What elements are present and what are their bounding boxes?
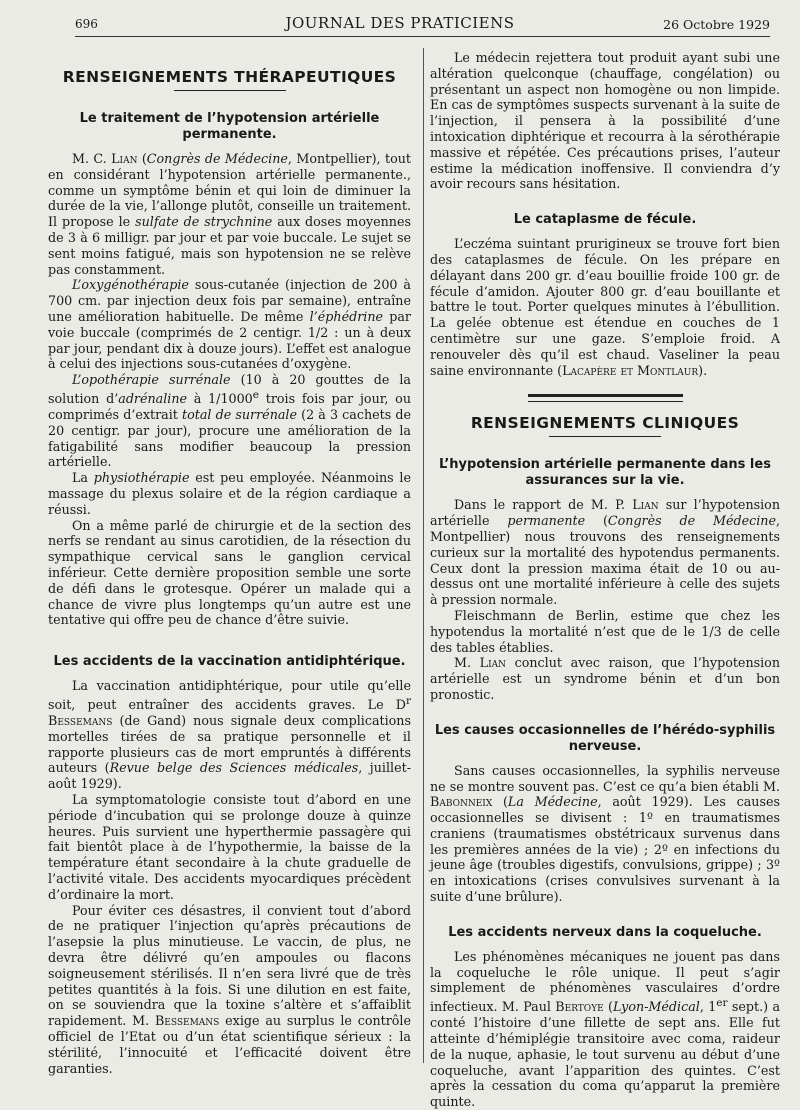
column-divider [423,48,424,1063]
source-title: Revue belge des Sciences médicales [109,760,359,776]
section-rule [174,90,286,91]
therapy-term: L’opothérapie surrénale [72,372,231,388]
running-header [0,8,800,38]
paragraph: L’oxygénothérapie sous-cutanée (injection de 200 à 700 cm. par injection deux fois par semaine), entraîne une amélioration habituelle. De même l’éphédrine par voie buccale (comprimés de 2 centigr. 1/2 : un à deux par jour, pendant dix à douze jours). L’effet est analogue à celui des injections sous-cutanées d’oxygène. [48,277,412,372]
paragraph: L’opothérapie surrénale (10 à 20 gouttes de la solution d’adrénaline à 1/1000e trois fois par jour, ou comprimés d’extrait total de surrénale (2 à 3 cachets de 20 centigr. par jour), procure une amélioration de la fatigabilité sans modifier beaucoup la pression artérielle. [48,372,411,470]
right-column [430,50,780,1110]
paragraph: La vaccination antidiphtérique, pour utile qu’elle soit, peut entraîner des accidents graves. Le $D^r$ Bessemans (de Gand) nous signale deux complications mortelles tirées de sa pratique personnelle et il rapporte plusieurs cas de mort empruntés à différents auteurs (Revue belge des Sciences médicales, juillet-août 1929). [48,678,411,792]
paragraph: Fleischmann de Berlin, estime que chez les hypotendus la mortalité n’est que de le 1/3 de celle des tables établies. [430,607,780,655]
article-title-hypotension-assurances: L’hypotension artérielle permanente dans les assurances sur la vie. [439,457,771,489]
drug-name: total de surrénale [182,406,297,422]
author-name: Lian [111,151,138,166]
author-name: Lian [632,497,659,513]
article-title-coqueluche: Les accidents nerveux dans la coqueluche. [448,924,762,940]
journal-title: JOURNAL DES PRATICIENS [285,14,515,32]
paragraph: M. Lian conclut avec raison, que l’hypotension artérielle est un syndrome bénin et d’un bon pronostic. [430,655,780,702]
paragraph: La symptomatologie consiste tout d’abord en une période d’incubation qui se prolonge douze à quinze heures. Puis survient une hyperthermie passagère qui fait bientôt place à de l’hypothermie, la baisse de la température étant secondaire à la chute graduelle de l’activité vitale. Des accidents myocardiques précèdent d’ordinaire la mort. [48,791,411,902]
paragraph: La physiothérapie est peu employée. Néanmoins le massage du plexus solaire et de la région cardiaque a réussi. [48,470,411,517]
paragraph: Le médecin rejettera tout produit ayant subi une altération quelconque (chauffage, congélation) ou présentant un aspect non homogène ou non limpide. En cas de symptômes suspects survenant à la suite de l’injection, il pensera à la possibilité d’une intoxication diphtérique et recourra à la sérothérapie massive et répétée. Ces précautions prises, l’auteur estime la médication inoffensive. Il conviendra d’y avoir recours sans hésitation. [430,50,780,192]
paragraph: Les phénomènes mécaniques ne jouent pas dans la coqueluche le rôle unique. Il peut s’agir simplement de phénomènes vasculaires d’ordre infectieux. M. Paul Bertoye (Lyon-Médical, 1er sept.) a conté l’histoire d’une fillette de sept ans. Elle fut atteinte d’hémiplégie transitoire avec coma, raideur de la nuque, aphasie, le tout survenu au début d’une coqueluche, avant l’apparition des quintes. C’est après la cessation du coma qu’apparut la première quinte. [430,948,781,1110]
drug-name: sulfate de strychnine [135,214,273,230]
author-name: Lacapère et Montlaur [562,362,699,378]
paragraph: Dans le rapport de M. P. Lian sur l’hypotension artérielle permanente (Congrès de Médecine, Montpellier) nous trouvons des renseignements curieux sur la mortalité des hypotendus permanents. Ceux dont la pression maxima était de 10 ou au-dessus ont une mortalité inférieure à celle des sujets à pression normale. [430,497,781,608]
paragraph: M. C. Lian (Congrès de Médecine, Montpellier), tout en considérant l’hypotension artérielle permanente., comme un symptôme bénin et qui loin de diminuer la durée de la vie, l’allonge plutôt, conseille un traitement. Il propose le sulfate de strychnine aux doses moyennes de 3 à 6 milligr. par jour et par voie buccale. Le sujet se sent moins fatigué, mais son hypotension ne se relève pas constamment. [48,151,411,277]
article-title-hypotension-traitement: Le traitement de l’hypotension artérielle permanente. [79,111,380,142]
article-title-heredo-syphilis: Les causes occasionnelles de l’hérédo-syphilis nerveuse. [434,722,776,754]
page-number: 696 [75,17,98,31]
source-title: Lyon-Médical [612,999,700,1015]
author-name: Bessemans [154,1013,220,1029]
issue-date: 26 Octobre 1929 [663,17,770,32]
article-title-cataplasme: Le cataplasme de fécule. [513,212,697,228]
paragraph: L’eczéma suintant prurigineux se trouve fort bien des cataplasmes de fécule. On les prépare en délayant dans 200 gr. d’eau bouillie froide 100 gr. de fécule d’amidon. Ajouter 800 gr. d’eau bouillante et battre le tout. Porter quelques minutes à l’ébullition. La gelée obtenue est étendue en couches de 1 centimètre sur une gaze. S’emploie froid. A renouveler dès qu’il est chaud. Vaseliner la peau saine environnante (Lacapère et Montlaur). [430,236,780,378]
source-title: La Médecine [507,794,598,810]
author-name: Bessemans [48,712,113,728]
author-name: Babonneix [430,794,493,810]
section-separator [528,394,683,402]
emphasis-term: permanente [507,513,586,529]
author-name: Lian [479,655,507,671]
paragraph: On a même parlé de chirurgie et de la section des nerfs se rendant au sinus carotidien, de la résection du sympathique cervical sans le ganglion cervical inférieur. Cette dernière proposition semble une sorte de défi dans le grotesque. Opérer un malade qui a chance de vivre plus longtemps qu’un autre est une tentative qui offre peu de chance d’être suivie. [48,517,411,628]
drug-name: l’éphédrine [309,308,383,324]
source-title: Congrès de Médecine [607,513,776,529]
header-rule [75,36,770,37]
left-column [48,50,411,1076]
section-title-cliniques: RENSEIGNEMENTS CLINIQUES [470,414,740,433]
paragraph: Sans causes occasionnelles, la syphilis nerveuse ne se montre souvent pas. C’est ce qu’a bien établi M. Babonneix (La Médecine, août 1929). Les causes occasionnelles se divisent : 1º en traumatismes craniens (traumatismes obstétricaux survenus dans les premières années de la vie) ; 2º en infections du jeune âge (troubles digestifs, convulsions, grippe) ; 3º en intoxications (crises convulsives survenant à la suite d’une brûlure). [430,762,780,905]
drug-name: adrénaline [118,391,188,407]
source-title: Congrès de Médecine [146,151,288,166]
section-title-therapeutiques: RENSEIGNEMENTS THÉRAPEUTIQUES [62,68,397,86]
author-name: Bertoye [555,999,604,1015]
paragraph: Pour éviter ces désastres, il convient tout d’abord de ne pratiquer l’injection qu’après précautions de l’asepsie la plus minutieuse. Le vaccin, de plus, ne devra être délivré qu’en ampoules ou flacons soigneusement stérilisés. Il n’en sera livré que de très petites quantités à la fois. Si une dilution en est faite, on se souviendra que la toxine s’altère et s’affaiblit rapidement. M. Bessemans exige au surplus le contrôle officiel de l’Etat ou d’un état scientifique sérieux : la stérilité, l’innocuité et l’efficacité doivent être garanties. [48,902,411,1076]
therapy-term: L’oxygénothérapie [72,277,189,293]
section-rule [549,436,661,437]
article-title-vaccination: Les accidents de la vaccination antidiphtérique. [53,654,406,670]
therapy-term: physiothérapie [93,470,190,486]
